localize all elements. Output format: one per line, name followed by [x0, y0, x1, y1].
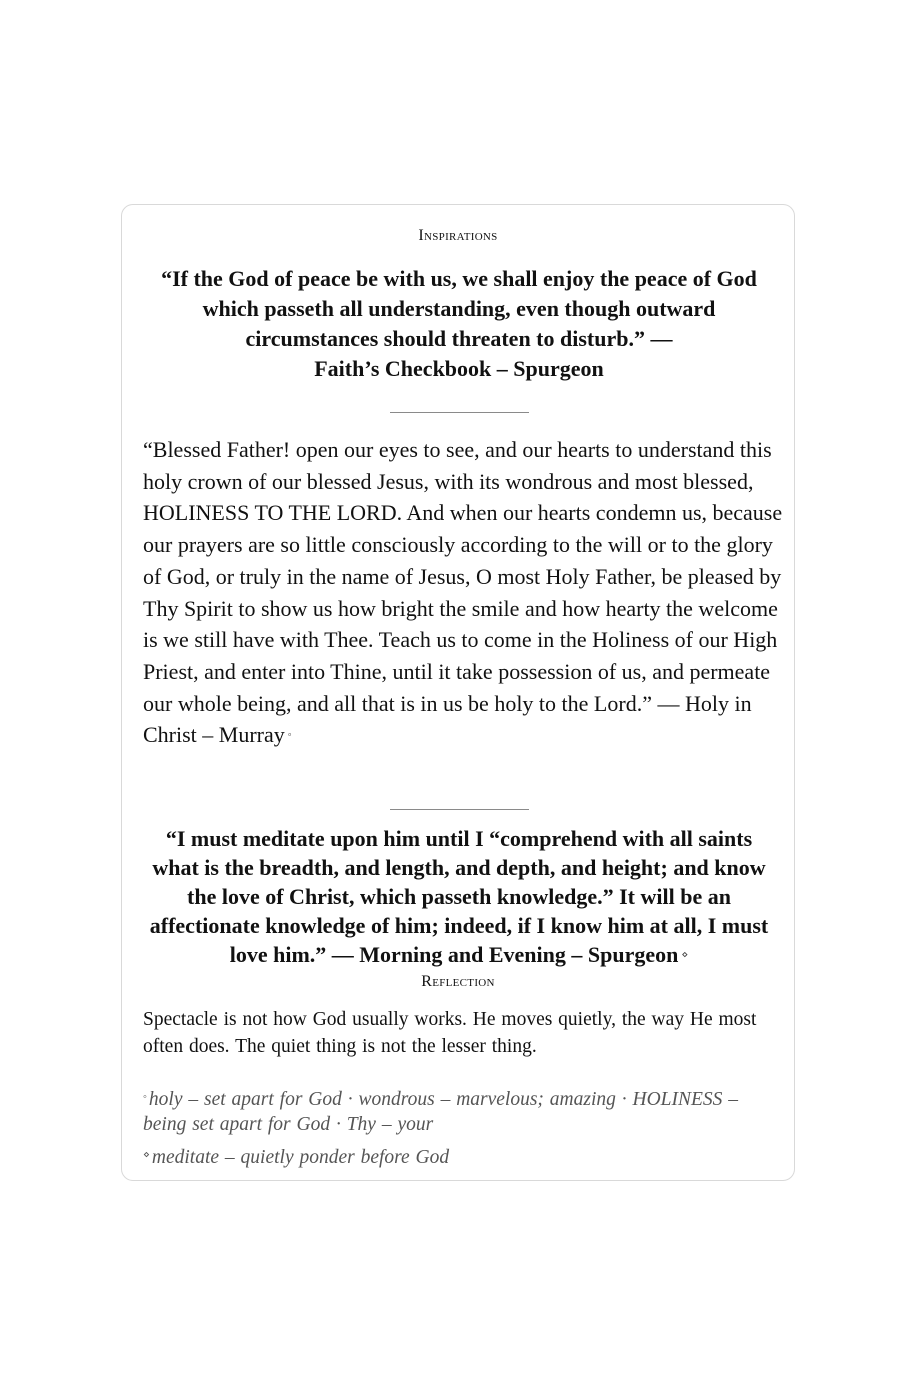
- footnote-text: meditate – quietly ponder before God: [151, 1147, 450, 1168]
- quote-text: “I must meditate upon him until I “comprehend with all saints what is the breadth, and length, and depth, and height; and know the love of Christ, which passeth knowledge.” It will be an affectionate knowledge of him; indeed, if I know him at all, I must love him.” — Morning and Evening – Spurgeon: [149, 826, 769, 967]
- footnote-marker-diamond: ⋄: [143, 1149, 150, 1161]
- footnote-marker-diamond: ⋄: [681, 949, 689, 961]
- footnote-marker-circle: ◦: [143, 1091, 147, 1103]
- quote-text: “If the God of peace be with us, we shall enjoy the peace of God which passeth all understanding, even though outward circumstances should threaten to disturb.” —: [161, 266, 757, 351]
- quote-source: Faith’s Checkbook – Spurgeon: [314, 356, 604, 381]
- prayer-text: “Blessed Father! open our eyes to see, and our hearts to understand this holy crown of our blessed Jesus, with its wondrous and most blessed, HOLINESS TO THE LORD. And when our hearts condemn us, because our prayers are so little consciously according to the will or to the glory of God, or truly in the name of Jesus, O most Holy Father, be pleased by Thy Spirit to show us how bright the smile and how hearty the welcome is we still have with Thee. Teach us to come in the Holiness of our High Priest, and enter into Thine, until it take possession of us, and permeate our whole being, and all that is in us be holy to the Lord.” — Holy in Christ – Murray: [143, 437, 783, 748]
- inspirations-heading: Inspirations: [418, 227, 498, 244]
- footnote-marker-circle: ◦: [287, 729, 292, 742]
- section-divider: [390, 809, 529, 810]
- devotional-card: [121, 204, 795, 1181]
- footnote: [143, 1143, 783, 1170]
- spurgeon-faiths-checkbook-quote: [152, 264, 766, 384]
- reflection-text: Spectacle is not how God usually works. He moves quietly, the way He most often does. The quiet thing is not the lesser thing.: [143, 1009, 757, 1057]
- murray-prayer-quote: [143, 434, 783, 752]
- spurgeon-morning-evening-quote: [140, 824, 778, 970]
- footnote-text: holy – set apart for God · wondrous – marvelous; amazing · HOLINESS – being set apart for God · Thy – your: [143, 1089, 739, 1135]
- footnote: [143, 1085, 783, 1137]
- reflection-heading: Reflection: [421, 973, 495, 990]
- section-divider: [390, 412, 529, 413]
